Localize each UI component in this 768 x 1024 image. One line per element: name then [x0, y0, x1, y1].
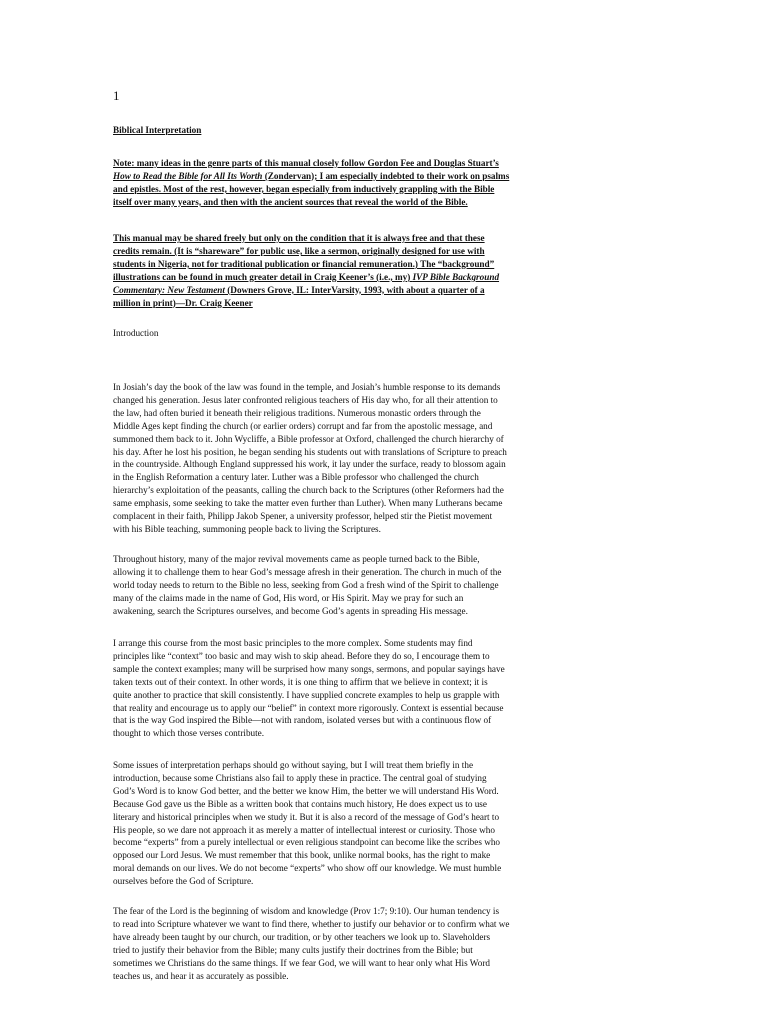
note-line: and epistles. Most of the rest, however, began especially from inductively grappling with the Bible: [113, 183, 495, 194]
paragraph-line: I arrange this course from the most basic principles to the more complex. Some students may find: [113, 638, 473, 648]
body-paragraph-5: [113, 905, 553, 982]
paragraph-line: in the English Reformation a century later. Luther was a Bible professor who challenged the church: [113, 472, 479, 483]
paragraph-line: that reality and encourage us to apply our “belief” in context more rigorously. Context is essential because: [113, 702, 504, 713]
paragraph-line: sample the context examples; many will be surprised how many songs, sermons, and popular sayings have: [113, 663, 505, 674]
credits-line: This manual may be shared freely but only on the condition that it is always free and that these: [113, 233, 485, 243]
paragraph-line: the law, had often buried it beneath their religious traditions. Numerous monastic orders through the: [113, 407, 481, 418]
paragraph-line: opposed our Lord Jesus. We must remember that this book, unlike normal books, has the right to make: [113, 850, 491, 861]
credits-line: million in print)—Dr. Craig Keener: [113, 297, 253, 308]
note-line: itself over many years, and then with the ancient sources that reveal the world of the Bible.: [113, 196, 468, 207]
paragraph-line: In Josiah’s day the book of the law was found in the temple, and Josiah’s humble response to its demands: [113, 382, 501, 392]
paragraph-line: allowing it to challenge them to hear God’s message afresh in their generation. The church in much of the: [113, 566, 502, 577]
paragraph-line: literary and historical principles when we study it. But it is also a record of the message of God’s heart to: [113, 811, 500, 822]
paragraph-line: to read into Scripture whatever we want to find there, whether to justify our behavior or to confirm what we: [113, 918, 510, 929]
paragraph-line: awakening, search the Scriptures ourselves, and become God’s agents in spreading His message.: [113, 605, 468, 616]
paragraph-line: God’s Word is to know God better, and the better we know Him, the better we will understand His Word.: [113, 785, 499, 796]
paragraph-line: many of the claims made in the name of God, His word, or His Spirit. May we pray for such an: [113, 592, 464, 603]
paragraph-line: quite another to practice that skill consistently. I have supplied concrete examples to help us grapple with: [113, 689, 500, 700]
paragraph-line: ourselves before the God of Scripture.: [113, 876, 254, 887]
paragraph-line: Because God gave us the Bible as a written book that contains much history, He does expect us to use: [113, 798, 487, 809]
paragraph-line: Some issues of interpretation perhaps should go without saying, but I will treat them briefly in the: [113, 760, 474, 770]
paragraph-line: introduction, because some Christians also fail to apply these in practice. The central goal of studying: [113, 772, 487, 783]
note-line: How to Read the Bible for All Its Worth (Zondervan); I am especially indebted to their work on psalms: [113, 170, 510, 181]
credits-italic-title: IVP Bible Background: [412, 271, 500, 282]
paragraph-line: hierarchy’s exploitation of the peasants, calling the church back to the Scriptures (other Reformers had the: [113, 485, 504, 496]
paragraph-line: that is the way God inspired the Bible—not with random, isolated verses but with a continuous flow of: [113, 715, 492, 726]
paragraph-line: His people, so we dare not approach it as merely a matter of intellectual interest or curiosity. Those who: [113, 824, 495, 835]
paragraph-line: sometimes we Christians do the same things. If we fear God, we will want to hear only what His Word: [113, 957, 490, 968]
paragraph-line: with his Bible teaching, summoning people back to living the Scriptures.: [113, 523, 381, 534]
credits-line: illustrations can be found in much greater detail in Craig Keener’s (i.e., my) IVP Bible Background: [113, 271, 500, 282]
paragraph-line: have already been taught by our church, our tradition, or by other teachers we look up to. Slaveholders: [113, 931, 491, 942]
paragraph-line: Throughout history, many of the major revival movements came as people turned back to the Bible,: [113, 554, 480, 564]
credits-paragraph: [113, 232, 553, 309]
introduction-heading: Introduction: [113, 328, 159, 338]
document-title: Biblical Interpretation: [113, 125, 202, 135]
paragraph-line: become “experts” from a purely intellectual or even religious standpoint can become like the scribes who: [113, 837, 501, 848]
paragraph-line: The fear of the Lord is the beginning of wisdom and knowledge (Prov 1:7; 9:10). Our human tendency is: [113, 906, 500, 916]
note-line: Note: many ideas in the genre parts of this manual closely follow Gordon Fee and Douglas Stuart’s: [113, 158, 499, 168]
paragraph-line: complacent in their faith, Philipp Jakob Spener, a university professor, helped stir the Pietist movement: [113, 511, 493, 522]
paragraph-line: Middle Ages kept finding the church (or earlier orders) corrupt and far from the apostolic message, and: [113, 420, 493, 431]
body-paragraph-2: [113, 553, 553, 618]
paragraph-line: tried to justify their behavior from the Bible; many cults justify their doctrines from the Bible; but: [113, 944, 473, 955]
page-number: 1: [113, 88, 120, 103]
paragraph-line: principles like “context” too basic and may wish to skip ahead. Before they do so, I encourage them to: [113, 650, 490, 661]
credits-line: students in Nigeria, not for traditional publication or financial remuneration.) The “background”: [113, 258, 495, 269]
paragraph-line: thought to which those verses contribute.: [113, 728, 265, 739]
paragraph-line: his day. After he lost his position, he began sending his students out with translations of Scripture to preach: [113, 446, 507, 457]
paragraph-line: teaches us, and hear it as accurately as possible.: [113, 970, 289, 981]
note-italic-title: How to Read the Bible for All Its Worth: [113, 170, 263, 181]
paragraph-line: summoned them back to it. John Wycliffe, a Bible professor at Oxford, challenged the church hierarchy of: [113, 433, 504, 444]
paragraph-line: in the countryside. Although England suppressed his work, it lay under the surface, ready to blossom again: [113, 459, 506, 470]
body-paragraph-1: [113, 381, 553, 536]
paragraph-line: moral demands on our lives. We do not become “experts” who show off our knowledge. We must humble: [113, 863, 502, 874]
paragraph-line: taken texts out of their context. In other words, it is one thing to affirm that we believe in context; it is: [113, 676, 488, 687]
credits-line: credits remain. (It is “shareware” for public use, like a sermon, originally designed for use with: [113, 245, 485, 256]
body-paragraph-3: [113, 637, 553, 740]
note-paragraph: [113, 157, 553, 209]
credits-italic-title: Commentary: New Testament: [113, 284, 225, 295]
paragraph-line: changed his generation. Jesus later confronted religious teachers of His day who, for all their attention to: [113, 394, 498, 405]
credits-line: Commentary: New Testament (Downers Grove, IL: InterVarsity, 1993, with about a quarter of a: [113, 284, 485, 295]
body-paragraph-4: [113, 759, 553, 888]
paragraph-line: same emphasis, some seeking to take the matter even further than Luther). When many Lutherans became: [113, 498, 503, 509]
paragraph-line: world today needs to return to the Bible no less, seeking from God a fresh wind of the Spirit to challenge: [113, 579, 499, 590]
